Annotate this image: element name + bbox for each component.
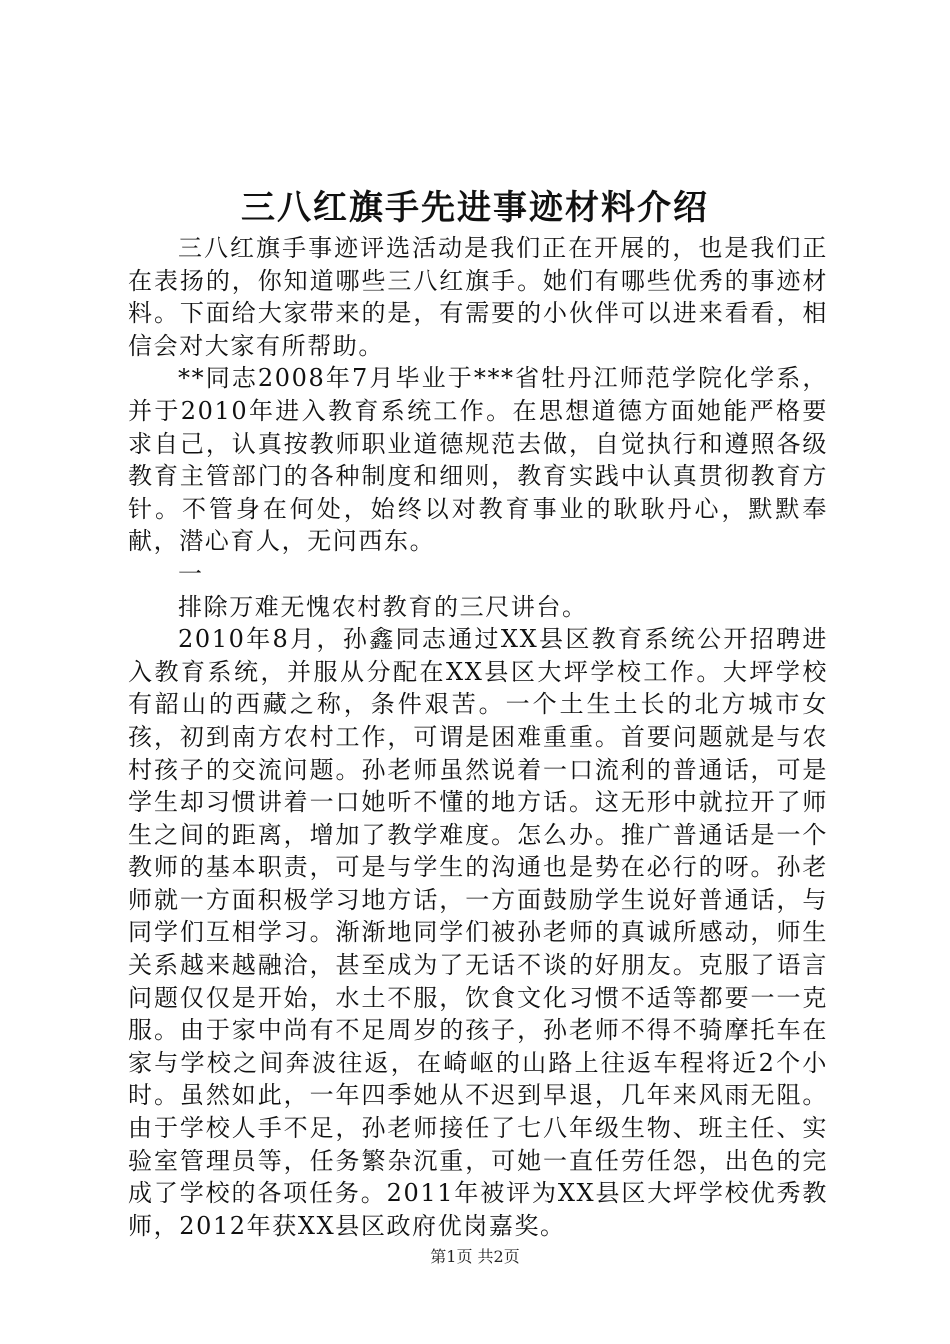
paragraph-intro: 三八红旗手事迹评选活动是我们正在开展的，也是我们正在表扬的，你知道哪些三八红旗手。她们有哪些优秀的事迹材料。下面给大家带来的是，有需要的小伙伴可以进来看看，相信会对大家有所帮助。 (128, 234, 828, 360)
document-body (128, 232, 828, 1242)
document-title: 三八红旗手先进事迹材料介绍 (241, 188, 709, 228)
section-number: 一 (178, 559, 204, 588)
page-footer: 第1页 共2页 (430, 1247, 520, 1266)
section-heading: 排除万难无愧农村教育的三尺讲台。 (178, 592, 588, 621)
paragraph-story: 2010年8月，孙鑫同志通过XX县区教育系统公开招聘进入教育系统，并服从分配在XX县区大坪学校工作。大坪学校有韶山的西藏之称，条件艰苦。一个土生土长的北方城市女孩，初到南方农村工作，可谓是困难重重。首要问题就是与农村孩子的交流问题。孙老师虽然说着一口流利的普通话，可是学生却习惯讲着一口她听不懂的地方话。这无形中就拉开了师生之间的距离，增加了教学难度。怎么办。推广普通话是一个教师的基本职责，可是与学生的沟通也是势在必行的呀。孙老师就一方面积极学习地方话，一方面鼓励学生说好普通话，与同学们互相学习。渐渐地同学们被孙老师的真诚所感动，师生关系越来越融洽，甚至成为了无话不谈的好朋友。克服了语言问题仅仅是开始，水土不服，饮食文化习惯不适等都要一一克服。由于家中尚有不足周岁的孩子，孙老师不得不骑摩托车在家与学校之间奔波往返，在崎岖的山路上往返车程将近2个小时。虽然如此，一年四季她从不迟到早退，几年来风雨无阻。由于学校人手不足，孙老师接任了七八年级生物、班主任、实验室管理员等，任务繁杂沉重，可她一直任劳任怨，出色的完成了学校的各项任务。2011年被评为XX县区大坪学校优秀教师，2012年获XX县区政府优岗嘉奖。 (128, 625, 828, 1240)
paragraph-background: **同志2008年7月毕业于***省牡丹江师范学院化学系，并于2010年进入教育系统工作。在思想道德方面她能严格要求自己，认真按教师职业道德规范去做，自觉执行和遵照各级教育主管部门的各种制度和细则，教育实践中认真贯彻教育方针。不管身在何处，始终以对教育事业的耿耿丹心，默默奉献，潜心育人，无问西东。 (128, 364, 828, 556)
